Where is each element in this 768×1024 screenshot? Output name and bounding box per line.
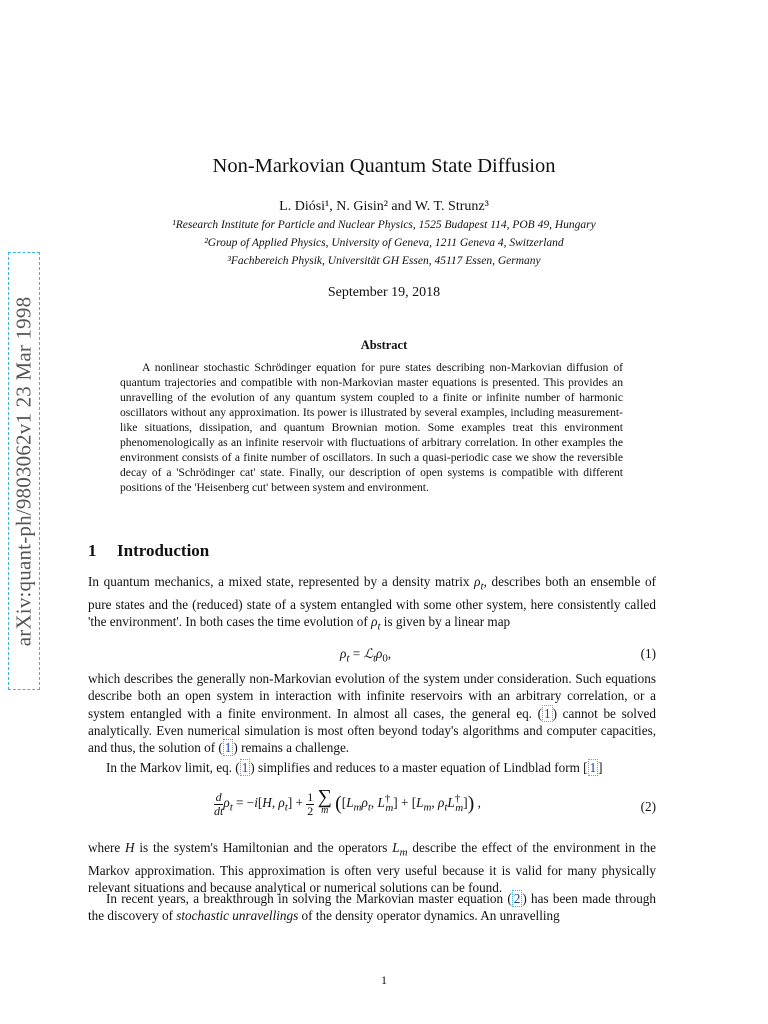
equation-2: $\frac{d}{dt}$ $\rho_t = -i[H$, $\rho_t$] + $\frac{1}{2}$ ∑ m ([$L_m\rho_t$, $L^\dagger_m] + [L_m$, $\rho_tL^\dagger_m$]) , <box>214 786 481 818</box>
affiliation-3: ³Fachbereich Physik, Universität GH Essen, 45117 Essen, Germany <box>227 255 541 267</box>
arxiv-identifier-stamp[interactable] <box>8 252 40 690</box>
paper-title: Non-Markovian Quantum State Diffusion <box>212 155 556 177</box>
intro-paragraph-2: which describes the generally non-Markovian evolution of the system under consideration. Such equations describe both an open system in interaction with infinite reservoirs with an arbitrary correlation, or a system entangled with a finite environment. In almost all cases, the general eq. ( 1 ) cannot be solved analytically. Even numerical simulation is most often beyond today's algorithms and computer capacities, and thus, the solution of ( 1 ) remains a challenge. <box>88 671 656 756</box>
equation-1: $\rho_t$ = $ℒ_t\rho_0$, <box>340 646 392 665</box>
equation-1-reference-link[interactable]: 1 <box>224 740 232 756</box>
citation-1-link[interactable]: 1 <box>589 760 597 775</box>
page-number: 1 <box>381 973 387 987</box>
abstract-body: A nonlinear stochastic Schrödinger equation for pure states describing non-Markovian diffusion of quantum trajectories and compatible with non-Markovian master equations is presented. This provides an unravelling of the evolution of any quantum system coupled to a finite or infinite number of harmonic oscillators without any approximation. Its power is illustrated by several examples, including measurement-like situations, dissipation, and quantum Brownian motion. Some examples treat this environment phenomenologically as an infinite reservoir with fluctuations of arbitrary correlation. In other examples the environment consists of a finite number of oscillators. In such a quasi-periodic case we show the reversible decay of a 'Schrödinger cat' state. Finally, our description of open systems is compatible with different positions of the 'Heisenberg cut' between system and environment. <box>120 361 623 495</box>
intro-paragraph-3: In the Markov limit, eq. ( 1 ) simplifies and reduces to a master equation of Lindblad form [ 1 ] <box>106 760 603 775</box>
intro-paragraph-1: In quantum mechanics, a mixed state, represented by a density matrix $\rho_t$, describes both an ensemble of pure states and the (reduced) state of a system entangled with some other system, here consistently called 'the environment'. In both cases the time evolution of $\rho_t$ is given by a linear map <box>88 574 656 633</box>
intro-paragraph-5: In recent years, a breakthrough in solving the Markovian master equation ( 2 ) has been made through the discovery of stochastic unravellings of the density operator dynamics. An unravelling <box>88 891 656 924</box>
equation-2-reference-link[interactable]: 2 <box>513 891 521 906</box>
equation-1-reference-link[interactable]: 1 <box>544 705 551 721</box>
affiliation-2: ²Group of Applied Physics, University of Geneva, 1211 Geneva 4, Switzerland <box>204 237 564 249</box>
intro-paragraph-4: where H is the system's Hamiltonian and the operators $L_m$ describe the effect of the environment in the Markov approximation. This approximation is often very useful because it is valid for many physically relevant situations and because analytical or numerical solutions can be found. <box>88 840 656 896</box>
section-number: 1 <box>88 541 97 560</box>
paper-date: September 19, 2018 <box>327 285 441 300</box>
section-heading <box>88 541 209 561</box>
author-list: L. Diósi¹, N. Gisin² and W. T. Strunz³ <box>279 199 489 214</box>
section-title: Introduction <box>117 541 210 560</box>
affiliation-1: ¹Research Institute for Particle and Nuclear Physics, 1525 Budapest 114, POB 49, Hungary <box>172 219 596 231</box>
equation-1-reference-link[interactable]: 1 <box>241 760 249 775</box>
arxiv-identifier-text: arXiv:quant-ph/9803062v1 23 Mar 1998 <box>11 296 36 646</box>
equation-1-number: (1) <box>640 646 656 661</box>
abstract-heading: Abstract <box>360 338 408 352</box>
equation-2-number: (2) <box>640 799 656 814</box>
